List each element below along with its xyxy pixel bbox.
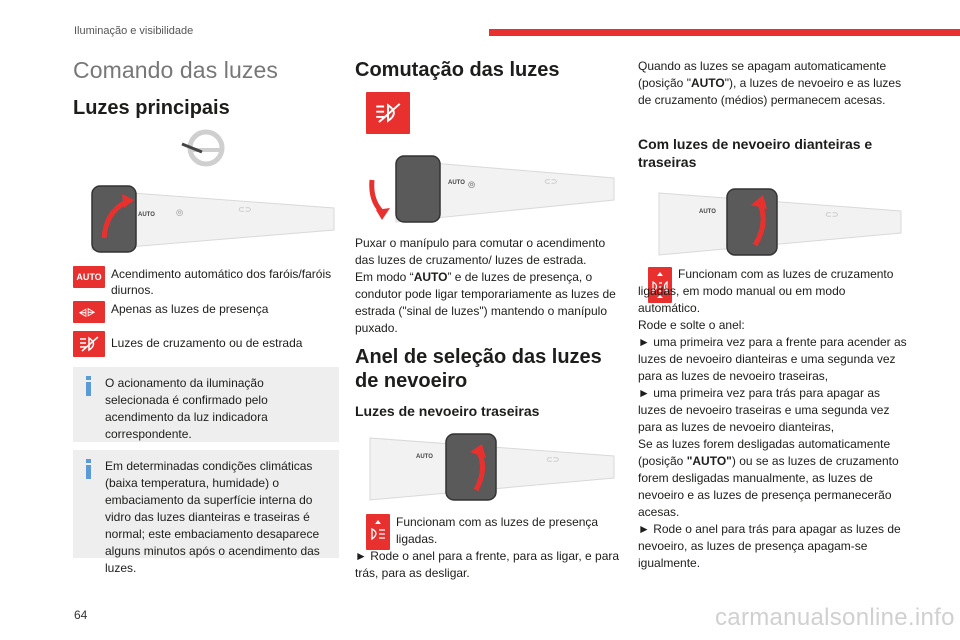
steps-intro: Rode e solte o anel:: [638, 318, 745, 332]
legend-low-high-beam: [73, 331, 339, 357]
svg-text:⦾: ⦾: [468, 181, 476, 191]
info-indicator-text: O acionamento da iluminação selecionada é confirmado pelo acendimento da luz indicadora correspondente.: [105, 376, 268, 441]
step-forward: ► uma primeira vez para a frente para acender as luzes de nevoeiro dianteiras e uma segunda vez para as luzes de nevoeiro traseiras,: [638, 335, 907, 383]
header-accent-bar: [489, 29, 960, 36]
stalk-auto-label: AUTO: [138, 212, 155, 218]
rear-fog-icon: [366, 514, 390, 550]
info-condensation-text: Em determinadas condições climáticas (baixa temperatura, humidade) o embaciamento da superfície interna do vidro das luzes dianteiras e traseiras é normal; este embaciamento desaparece alguns minutos após o acendimento das luzes.: [105, 459, 320, 575]
fog-ring-rear-illustration: [366, 428, 618, 506]
info-icon: [86, 459, 91, 479]
auto-off-paragraph: Quando as luzes se apagam automaticamente (posição "AUTO"), a luzes de nevoeiro e as luzes de cruzamento (médios) permanecem acesas.: [638, 59, 902, 107]
heading-fog-ring: Anel de seleção das luzes de nevoeiro: [355, 346, 602, 392]
step-off: ► Rode o anel para trás para apagar as luzes de nevoeiro, as luzes de presença apagam-se igualmente.: [638, 522, 901, 570]
heading-front-rear-fog: Com luzes de nevoeiro dianteiras e traseiras: [638, 136, 873, 170]
svg-text:⩤⩥: ⩤⩥: [79, 308, 95, 319]
auto-badge: AUTO: [73, 266, 105, 288]
svg-text:⊂⊃: ⊂⊃: [825, 210, 839, 219]
svg-text:⊂⊃: ⊂⊃: [546, 455, 560, 464]
info-box-condensation: [73, 450, 339, 575]
legend-position-lights: [73, 301, 339, 323]
page-number: 64: [74, 608, 88, 622]
section-header: Iluminação e visibilidade: [74, 25, 194, 37]
svg-text:⊂⊃: ⊂⊃: [544, 177, 558, 186]
switching-paragraph: Puxar o manípulo para comutar o acendimento das luzes de cruzamento/ luzes de estrada. Em modo “AUTO” e de luzes de presença, o condutor pode ligar temporariamente as luzes de estrada ("sinal de luzes") mantendo o manípulo puxado.: [355, 236, 616, 335]
rear-fog-step: ► Rode o anel para a frente, para as ligar, e para trás, para as desligar.: [355, 549, 620, 580]
heading-lights-switching: Comutação das luzes: [355, 59, 560, 81]
info-icon: [86, 376, 91, 396]
position-lights-icon: [73, 301, 105, 323]
heading-main-lights: Luzes principais: [73, 97, 230, 119]
legend-low-high-beam-text: Luzes de cruzamento ou de estrada: [111, 336, 303, 350]
watermark: carmanualsonline.info: [715, 604, 955, 631]
legend-auto: [73, 266, 339, 298]
stalk-auto-label: AUTO: [416, 454, 433, 460]
stalk-auto-label: AUTO: [448, 180, 465, 186]
svg-text:⊂⊃: ⊂⊃: [238, 205, 252, 214]
legend-position-lights-text: Apenas as luzes de presença: [111, 302, 269, 316]
step-backward: ► uma primeira vez para trás para apagar as luzes de nevoeiro traseiras e uma segunda vez para as luzes de nevoeiro dianteiras,: [638, 386, 890, 434]
low-high-beam-icon: [366, 92, 410, 134]
heading-rear-fog: Luzes de nevoeiro traseiras: [355, 403, 540, 419]
legend-auto-text: Acendimento automático dos faróis/faróis diurnos.: [111, 267, 332, 297]
low-high-beam-icon: [73, 331, 105, 357]
page-title: Comando das luzes: [73, 57, 278, 83]
fog-steps: [638, 317, 908, 572]
info-box-indicator: [73, 367, 339, 442]
stalk-auto-label: AUTO: [699, 209, 716, 215]
stalk-pull-illustration: [366, 150, 618, 228]
auto-off-note: Se as luzes forem desligadas automaticamente (posição "AUTO") ou se as luzes de cruzamento forem desligadas manualmente, as luzes de nevoeiro e as luzes de presença permanecerão acesas.: [638, 437, 899, 519]
steering-wheel-icon: [180, 128, 226, 168]
rear-fog-text: Funcionam com as luzes de presença ligadas.: [396, 515, 599, 546]
fog-ring-front-rear-illustration: [655, 183, 905, 261]
light-stalk-illustration: [88, 178, 338, 256]
svg-text:⦾: ⦾: [176, 209, 184, 219]
front-rear-fog-text: Funcionam com as luzes de cruzamento ligadas, em modo manual ou em modo automático.: [638, 267, 894, 315]
